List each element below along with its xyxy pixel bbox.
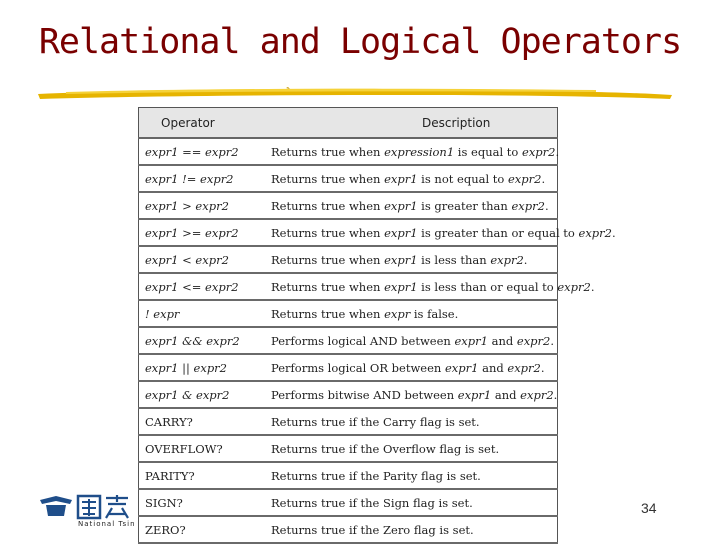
table-row — [139, 192, 558, 219]
description-text: Performs bitwise AND between — [271, 387, 458, 402]
operator-cell: expr1 == expr2 — [139, 138, 268, 165]
description-cell — [267, 300, 558, 327]
operator-cell: SIGN? — [139, 489, 268, 516]
description-cell — [267, 408, 558, 435]
description-text: Returns true when — [271, 198, 385, 213]
description-italic-term: expr2 — [520, 387, 554, 402]
description-cell — [267, 516, 558, 543]
description-text: . — [544, 198, 549, 213]
description-italic-term: expr2 — [516, 333, 551, 348]
operator-cell: expr1 != expr2 — [139, 165, 268, 192]
description-italic-term: expr2 — [490, 252, 524, 267]
description-cell — [267, 273, 595, 300]
description-text: and — [478, 360, 508, 375]
operator-cell: PARITY? — [139, 462, 268, 489]
description-italic-term: expr2 — [508, 171, 542, 186]
slide-title: Relational and Logical Operators — [38, 22, 682, 62]
description-text: Returns true if the Carry flag is set. — [271, 414, 480, 429]
description-text: Returns true when — [271, 306, 385, 321]
description-text: Returns true when — [271, 171, 385, 186]
operator-cell: ZERO? — [139, 516, 268, 543]
operator-cell: CARRY? — [139, 408, 268, 435]
description-italic-term: expression1 — [384, 144, 455, 159]
description-text: . — [541, 171, 546, 186]
description-text: Returns true if the Parity flag is set. — [271, 468, 481, 483]
operator-cell: expr1 && expr2 — [139, 327, 268, 354]
table-row — [139, 516, 558, 543]
description-text: Performs logical OR between — [271, 360, 445, 375]
table-row — [139, 219, 558, 246]
description-text: Returns true if the Sign flag is set. — [271, 495, 473, 510]
description-italic-term: expr2 — [557, 279, 591, 294]
description-italic-term: expr2 — [507, 360, 541, 375]
description-text: . — [555, 144, 560, 159]
table-row — [139, 354, 558, 381]
table-row — [139, 408, 558, 435]
description-cell — [267, 327, 558, 354]
description-text: is false. — [410, 306, 459, 321]
table-row — [139, 462, 558, 489]
description-cell — [267, 246, 558, 273]
table-row — [139, 273, 558, 300]
description-cell — [267, 138, 558, 165]
operators-table — [138, 107, 616, 544]
description-italic-term: expr1 — [384, 171, 418, 186]
description-cell — [267, 462, 558, 489]
operator-cell: expr1 || expr2 — [139, 354, 268, 381]
description-text: . — [590, 279, 595, 294]
description-cell — [267, 489, 558, 516]
page-number: 34 — [641, 500, 657, 516]
description-text: Returns true if the Overflow flag is set. — [271, 441, 500, 456]
description-text: Returns true when — [271, 279, 385, 294]
description-text: Returns true when — [271, 144, 385, 159]
description-text: . — [611, 225, 616, 240]
header-operator: Operator — [139, 108, 268, 139]
table-row — [139, 489, 558, 516]
description-text: is not equal to — [417, 171, 508, 186]
description-text: . — [550, 333, 555, 348]
table-row — [139, 381, 558, 408]
description-cell — [267, 219, 616, 246]
description-italic-term: expr1 — [444, 360, 479, 375]
description-text: and — [487, 333, 517, 348]
operator-cell: expr1 <= expr2 — [139, 273, 268, 300]
table-row — [139, 300, 558, 327]
table-row — [139, 246, 558, 273]
description-cell — [267, 192, 558, 219]
description-text: . — [553, 387, 558, 402]
description-italic-term: expr — [384, 306, 411, 321]
description-italic-term: expr1 — [384, 252, 418, 267]
description-text: is less than or equal to — [417, 279, 558, 294]
description-cell — [267, 354, 558, 381]
description-italic-term: expr1 — [384, 198, 418, 213]
description-italic-term: expr1 — [384, 225, 418, 240]
operator-cell: expr1 < expr2 — [139, 246, 268, 273]
description-text: Returns true when — [271, 225, 385, 240]
description-text: is equal to — [454, 144, 523, 159]
operator-cell: expr1 > expr2 — [139, 192, 268, 219]
description-cell — [267, 165, 558, 192]
brush-underline — [36, 80, 676, 102]
description-italic-term: expr1 — [384, 279, 418, 294]
description-italic-term: expr2 — [522, 144, 556, 159]
operator-cell: OVERFLOW? — [139, 435, 268, 462]
description-italic-term: expr1 — [457, 387, 492, 402]
description-text: is greater than or equal to — [417, 225, 579, 240]
table-row — [139, 327, 558, 354]
table-row — [139, 165, 558, 192]
description-text: . — [523, 252, 528, 267]
table-row — [139, 435, 558, 462]
table-header-row — [139, 108, 558, 139]
description-text: Returns true if the Zero flag is set. — [271, 522, 474, 537]
description-text: Performs logical AND between — [271, 333, 455, 348]
description-text: is less than — [417, 252, 491, 267]
description-text: Returns true when — [271, 252, 385, 267]
header-description: Description — [267, 108, 558, 139]
description-italic-term: expr1 — [454, 333, 488, 348]
operator-cell: ! expr — [139, 300, 268, 327]
description-italic-term: expr2 — [578, 225, 612, 240]
description-cell — [267, 381, 558, 408]
logo-text: National Tsin — [78, 520, 136, 528]
description-cell — [267, 435, 558, 462]
table-row — [139, 138, 558, 165]
description-italic-term: expr2 — [511, 198, 545, 213]
operator-cell: expr1 & expr2 — [139, 381, 268, 408]
description-text: is greater than — [417, 198, 512, 213]
operator-cell: expr1 >= expr2 — [139, 219, 268, 246]
description-text: and — [491, 387, 521, 402]
description-text: . — [540, 360, 545, 375]
